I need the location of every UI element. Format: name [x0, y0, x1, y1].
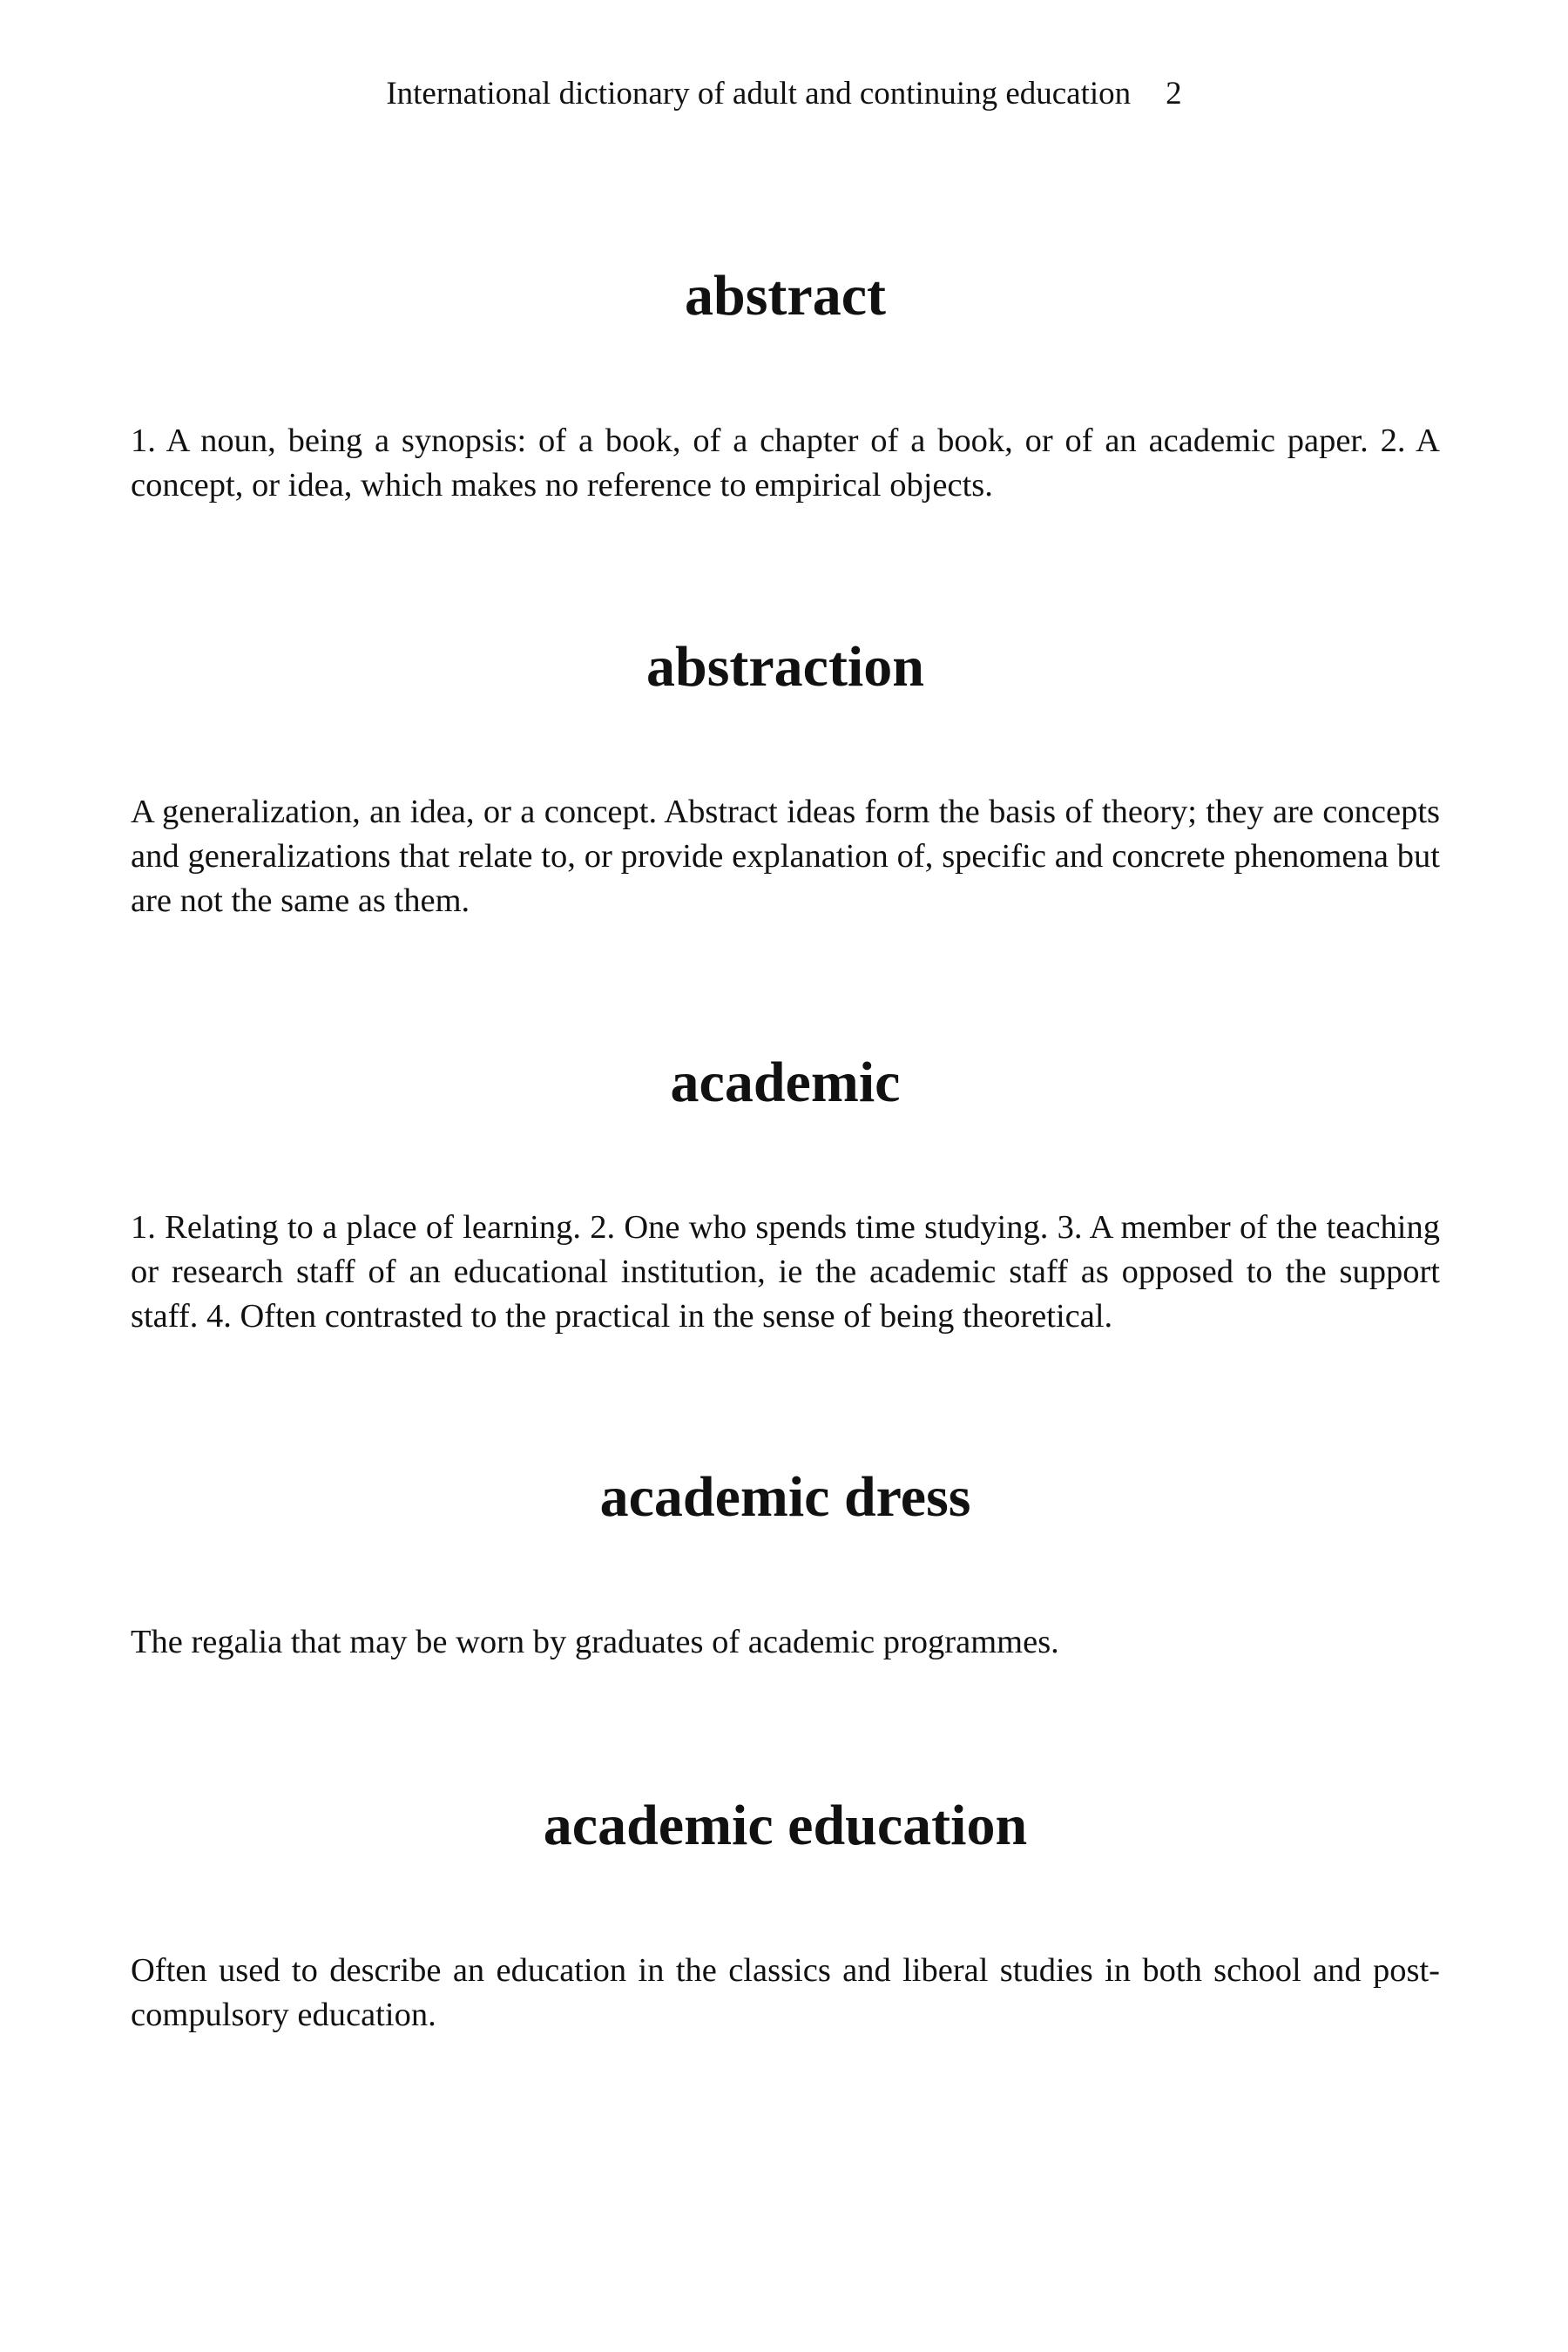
entry-headword: academic dress — [599, 1465, 971, 1529]
dictionary-entry — [131, 1048, 1440, 1339]
entry-headword: abstract — [685, 264, 886, 328]
entry-definition: Often used to describe an education in the classics and liberal studies in both school and post-compulsory education. — [131, 1952, 1440, 2033]
running-header — [0, 73, 1568, 115]
dictionary-entry — [131, 1791, 1440, 2038]
entry-definition: A generalization, an idea, or a concept. Abstract ideas form the basis of theory; they are concepts and generalizations that relate to, or provide explanation of, specific and concrete phenomena but are not the same as them. — [131, 794, 1440, 919]
entry-definition: 1. A noun, being a synopsis: of a book, of a chapter of a book, or of an academic paper. 2. A concept, or idea, which makes no reference to empirical objects. — [131, 422, 1440, 504]
header-title: International dictionary of adult and continuing education — [386, 76, 1132, 112]
entry-headword: academic education — [543, 1794, 1028, 1857]
entry-definition: The regalia that may be worn by graduates of academic programmes. — [131, 1624, 1059, 1660]
dictionary-entry — [131, 1463, 1440, 1665]
entry-headword: abstraction — [646, 635, 924, 699]
entry-definition: 1. Relating to a place of learning. 2. One who spends time studying. 3. A member of the teaching or research staff of an educational institution, ie the academic staff as opposed to the support staff. 4. Often contrasted to the practical in the sense of being theoretical. — [131, 1209, 1440, 1335]
dictionary-entry — [131, 261, 1440, 508]
dictionary-entry — [131, 632, 1440, 923]
page-number: 2 — [1166, 76, 1182, 112]
entry-headword: academic — [670, 1051, 901, 1114]
